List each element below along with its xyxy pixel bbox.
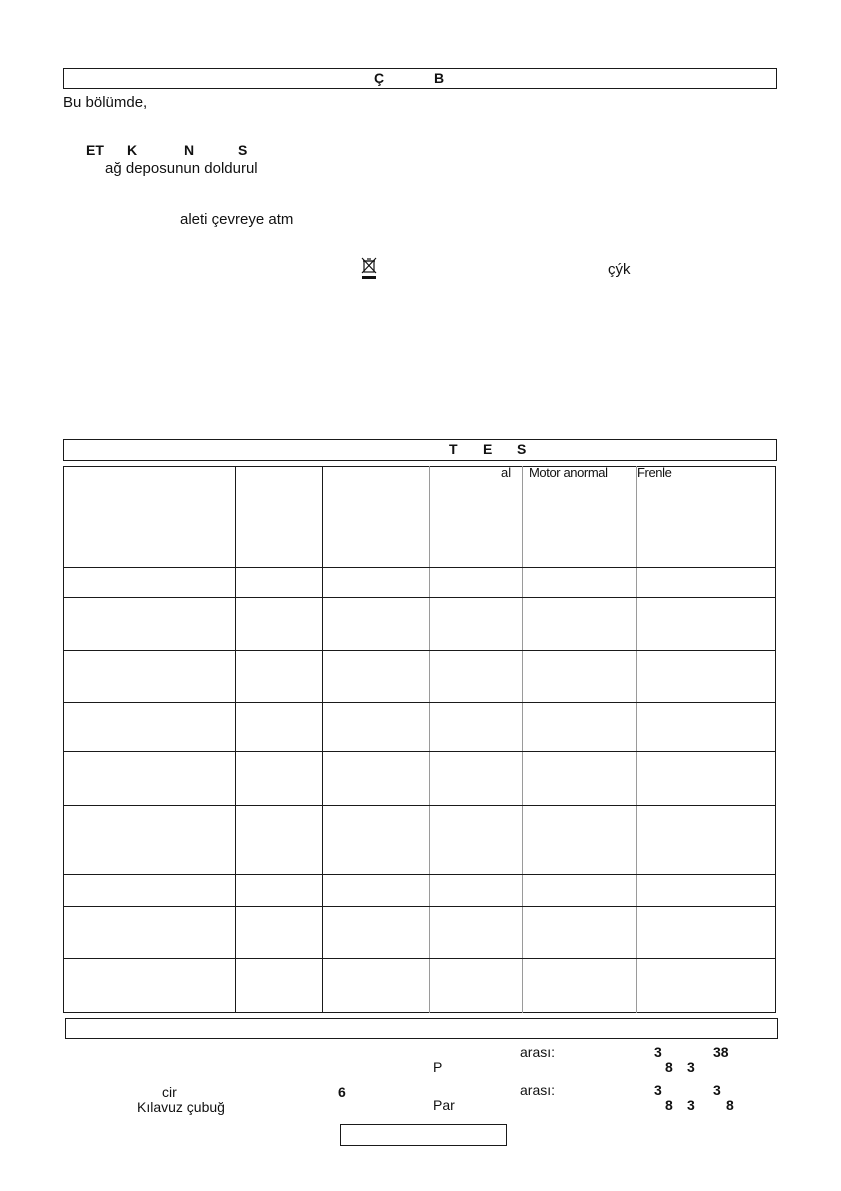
section1-intro: Bu bölümde, — [63, 94, 148, 111]
spec-row3-label-a: cir — [162, 1084, 177, 1100]
row-divider-8 — [63, 906, 776, 907]
fuel-tank-line: ağ deposunun doldurul — [105, 160, 258, 177]
spec-row2-value1: 8 — [665, 1059, 673, 1075]
row-divider-3 — [63, 650, 776, 651]
section1-header-word1: Ç — [374, 70, 385, 86]
spec-row1-value2: 38 — [713, 1044, 729, 1060]
spec-row4-value3: 8 — [726, 1097, 734, 1113]
spec-row2-label: P — [433, 1059, 443, 1075]
dispose-line: aleti çevreye atm — [180, 211, 294, 228]
subheading-part3: N — [184, 142, 195, 158]
row-divider-6 — [63, 805, 776, 806]
row-divider-5 — [63, 751, 776, 752]
spec-row1-value1: 3 — [654, 1044, 662, 1060]
spec-row1-label: arası: — [520, 1044, 556, 1060]
col-divider-2 — [322, 466, 323, 1013]
table-header-6: Frenle — [637, 465, 672, 480]
section2-header-part3: S — [517, 441, 527, 457]
spec-row3-value1: 3 — [654, 1082, 662, 1098]
weee-crossed-bin-icon — [360, 256, 378, 280]
section2-header-part1: T — [449, 441, 458, 457]
col-divider-3 — [429, 466, 430, 1013]
section3-header-box — [65, 1018, 778, 1039]
section1-header-box — [63, 68, 777, 89]
spec-row4-label-b: Par — [433, 1097, 455, 1113]
subheading-part4: S — [238, 142, 248, 158]
spec-row2-value2: 3 — [687, 1059, 695, 1075]
page-footer-box — [340, 1124, 507, 1146]
col-divider-4 — [522, 466, 523, 1013]
section2-header-part2: E — [483, 441, 493, 457]
spec-row4-value1: 8 — [665, 1097, 673, 1113]
spec-row4-value2: 3 — [687, 1097, 695, 1113]
row-divider-2 — [63, 597, 776, 598]
subheading-part2: K — [127, 142, 138, 158]
table-frame — [63, 466, 776, 1013]
row-divider-9 — [63, 958, 776, 959]
section2-header-box — [63, 439, 777, 461]
spec-row3-value-b: 6 — [338, 1084, 346, 1100]
subheading-part1: ET — [86, 142, 104, 158]
spec-row3-label-c: arası: — [520, 1082, 556, 1098]
table-header-4: al — [501, 465, 512, 480]
col-divider-5 — [636, 466, 637, 1013]
col-divider-1 — [235, 466, 236, 1013]
row-divider-4 — [63, 702, 776, 703]
row-divider-7 — [63, 874, 776, 875]
spec-row4-label-a: Kılavuz çubuğ — [137, 1099, 225, 1115]
table-header-5: Motor anormal — [529, 465, 608, 480]
section1-header-word2: B — [434, 70, 445, 86]
spec-row3-value2: 3 — [713, 1082, 721, 1098]
weee-line-tail: çýk — [608, 261, 631, 278]
row-divider-1 — [63, 567, 776, 568]
